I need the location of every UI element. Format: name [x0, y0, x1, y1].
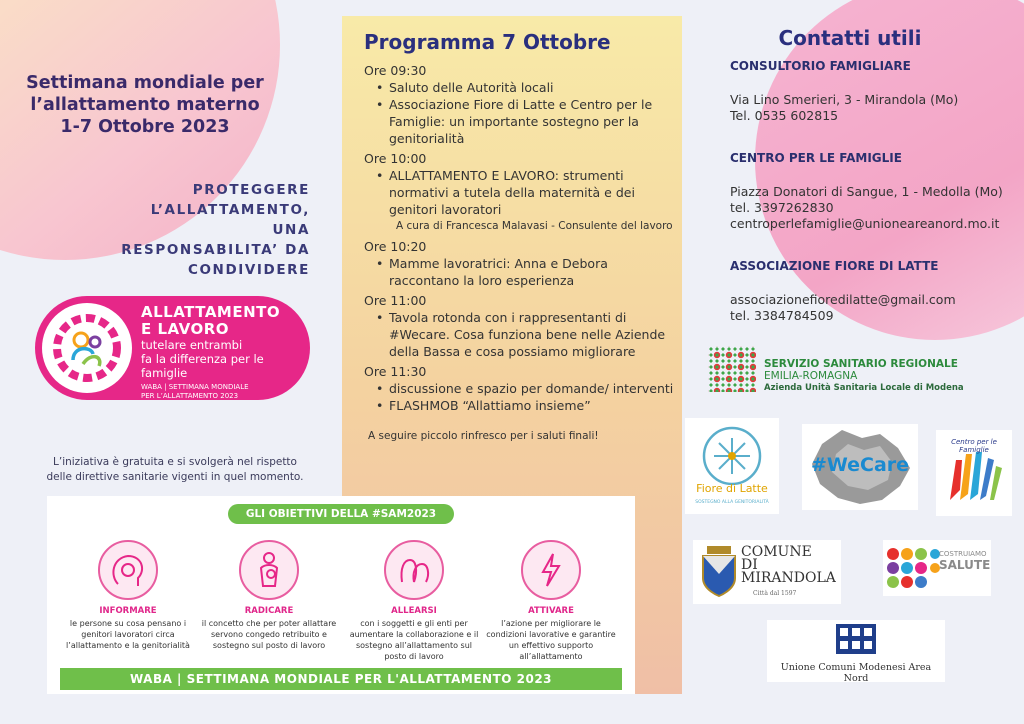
fiore-di-latte-logo	[685, 418, 779, 514]
objective-title: RADICARE	[244, 606, 294, 616]
program-title: Programma 7 Ottobre	[364, 30, 611, 54]
slot-time: Ore 10:20	[364, 239, 427, 254]
slot-time: Ore 10:00	[364, 151, 427, 166]
slogan	[120, 180, 310, 280]
comune-name	[741, 546, 836, 585]
slot-time: Ore 09:30	[364, 63, 427, 78]
ssr-dots-icon	[708, 346, 756, 392]
objective-item	[481, 540, 621, 662]
badge-title: ALLATTAMENTO	[141, 303, 281, 321]
objective-title: INFORMARE	[99, 606, 157, 616]
badge-subtitle: tutelare entrambi	[141, 338, 243, 352]
fiore-logo-text: Fiore di Latte	[696, 482, 768, 495]
waba-badge	[35, 296, 310, 400]
event-title	[20, 72, 270, 138]
unione-name: Unione Comuni Modenesi Area Nord	[780, 662, 932, 684]
objective-item	[344, 540, 484, 662]
contact-email[interactable]: centroperlefamiglie@unioneareanord.mo.it	[730, 216, 1000, 231]
objective-title: ATTIVARE	[528, 606, 574, 616]
ssr-line: SERVIZIO SANITARIO REGIONALE	[764, 358, 958, 370]
contact-email[interactable]: associazionefioredilatte@gmail.com	[730, 292, 956, 307]
slot-note: A cura di Francesca Malavasi - Consulente del lavoro	[396, 220, 673, 232]
program-closing: A seguire piccolo rinfresco per i saluti finali!	[368, 430, 599, 442]
contact-heading: ASSOCIAZIONE FIORE DI LATTE	[730, 259, 939, 273]
objectives-panel	[47, 496, 635, 694]
comune-motto: Città dal 1597	[753, 590, 797, 597]
objective-text: con i soggetti e gli enti per aumentare la collaborazione e il sostegno all’allattamento sul posto di lavoro	[349, 619, 479, 661]
slot-time: Ore 11:30	[364, 364, 427, 379]
centro-logo-text: Centro per le Famiglie	[951, 438, 997, 454]
wecare-logo	[802, 424, 918, 510]
waba-gear-logo-icon	[42, 303, 132, 393]
lightbulb-head-icon	[98, 540, 158, 600]
objectives-header: GLI OBIETTIVI DELLA #SAM2023	[228, 504, 454, 524]
event-dates: 1-7 Ottobre 2023	[60, 117, 230, 137]
badge-title: E LAVORO	[141, 320, 230, 338]
contact-phone: tel. 3384784509	[730, 308, 834, 323]
slogan-line: L’ALLATTAMENTO, UNA	[150, 202, 310, 238]
contact-heading: CENTRO PER LE FAMIGLIE	[730, 151, 902, 165]
initiative-note: L’iniziativa è gratuita e si svolgerà nel rispetto delle direttive sanitarie vigenti in quel momento.	[46, 456, 304, 483]
parent-baby-icon	[239, 540, 299, 600]
slogan-line: RESPONSABILITA’ DA	[121, 242, 310, 258]
contact-address: Piazza Donatori di Sangue, 1 - Medolla (Mo)	[730, 184, 1003, 199]
contact-phone: Tel. 0535 602815	[730, 108, 839, 123]
comune-line: COMUNE	[741, 544, 812, 560]
centro-famiglie-logo	[936, 430, 1012, 516]
slot-item: • discussione e spazio per domande/ interventi	[376, 380, 674, 397]
event-title-line: Settimana mondiale per	[26, 73, 264, 93]
ssr-logo	[708, 344, 968, 394]
contact-address: Via Lino Smerieri, 3 - Mirandola (Mo)	[730, 92, 959, 107]
badge-caption: WABA | SETTIMANA MONDIALE	[141, 383, 249, 391]
contacts-title: Contatti utili	[778, 26, 922, 50]
program-schedule	[364, 62, 674, 445]
fiore-logo-sub: SOSTEGNO ALLA GENITORIALITÀ	[695, 500, 769, 505]
costruiamo-line: COSTRUIAMO	[939, 550, 987, 558]
comune-mirandola-logo	[693, 540, 841, 604]
ssr-line: Azienda Unità Sanitaria Locale di Modena	[764, 383, 964, 393]
objectives-footer: WABA | SETTIMANA MONDIALE PER L'ALLATTAMENTO 2023	[60, 668, 622, 690]
event-title-line: l’allattamento materno	[30, 95, 260, 115]
comune-line: MIRANDOLA	[741, 570, 836, 586]
objective-text: il concetto che per poter allattare servono congedo retribuito e sostegno sul posto di lavoro	[201, 619, 337, 650]
slot-item: • Mamme lavoratrici: Anna e Debora raccontano la loro esperienza	[376, 255, 674, 289]
slot-item: • FLASHMOB “Allattiamo insieme”	[376, 397, 674, 414]
badge-caption: PER L’ALLATTAMENTO 2023	[141, 392, 239, 400]
slot-item: • ALLATTAMENTO E LAVORO: strumenti normativi a tutela della maternità e dei genitori lavoratori	[376, 167, 674, 218]
comune-line: DI	[741, 557, 758, 573]
contacts-panel	[730, 26, 1010, 350]
objective-title: ALLEARSI	[391, 606, 437, 616]
slot-item: • Tavola rotonda con i rappresentanti di #Wecare. Cosa funziona bene nelle Aziende della Bassa e cosa possiamo migliorare	[376, 309, 674, 360]
colored-tiles-icon	[885, 546, 941, 590]
slogan-line: CONDIVIDERE	[187, 262, 310, 278]
unione-comuni-logo	[767, 620, 945, 682]
lightning-icon	[521, 540, 581, 600]
slot-item: • Saluto delle Autorità locali	[376, 79, 674, 96]
costruiamo-salute-logo	[883, 540, 991, 596]
objective-item	[58, 540, 198, 651]
slogan-line: PROTEGGERE	[192, 182, 310, 198]
slot-time: Ore 11:00	[364, 293, 427, 308]
slot-item: • Associazione Fiore di Latte e Centro per le Famiglie: un importante sostegno per la genitorialità	[376, 96, 674, 147]
people-icon	[384, 540, 444, 600]
unione-emblem-icon	[836, 624, 876, 654]
coat-of-arms-icon	[697, 544, 741, 600]
contact-consultorio	[730, 58, 1010, 124]
objective-text: le persone su cosa pensano i genitori lavoratori circa l’allattamento e la genitorialità	[66, 619, 190, 650]
wecare-logo-text: #WeCare	[810, 454, 910, 476]
contact-phone: tel. 3397262830	[730, 200, 834, 215]
ssr-line: EMILIA-ROMAGNA	[764, 370, 858, 382]
badge-subtitle: fa la differenza per le famiglie	[141, 352, 264, 380]
objective-item	[199, 540, 339, 651]
contact-heading: CONSULTORIO FAMIGLIARE	[730, 59, 911, 73]
costruiamo-line: SALUTE	[939, 558, 991, 572]
contact-centro	[730, 150, 1010, 232]
contact-fiore	[730, 258, 1010, 324]
objective-text: l’azione per migliorare le condizioni lavorative e garantire un effettivo supporto all’allattamento	[486, 619, 616, 661]
